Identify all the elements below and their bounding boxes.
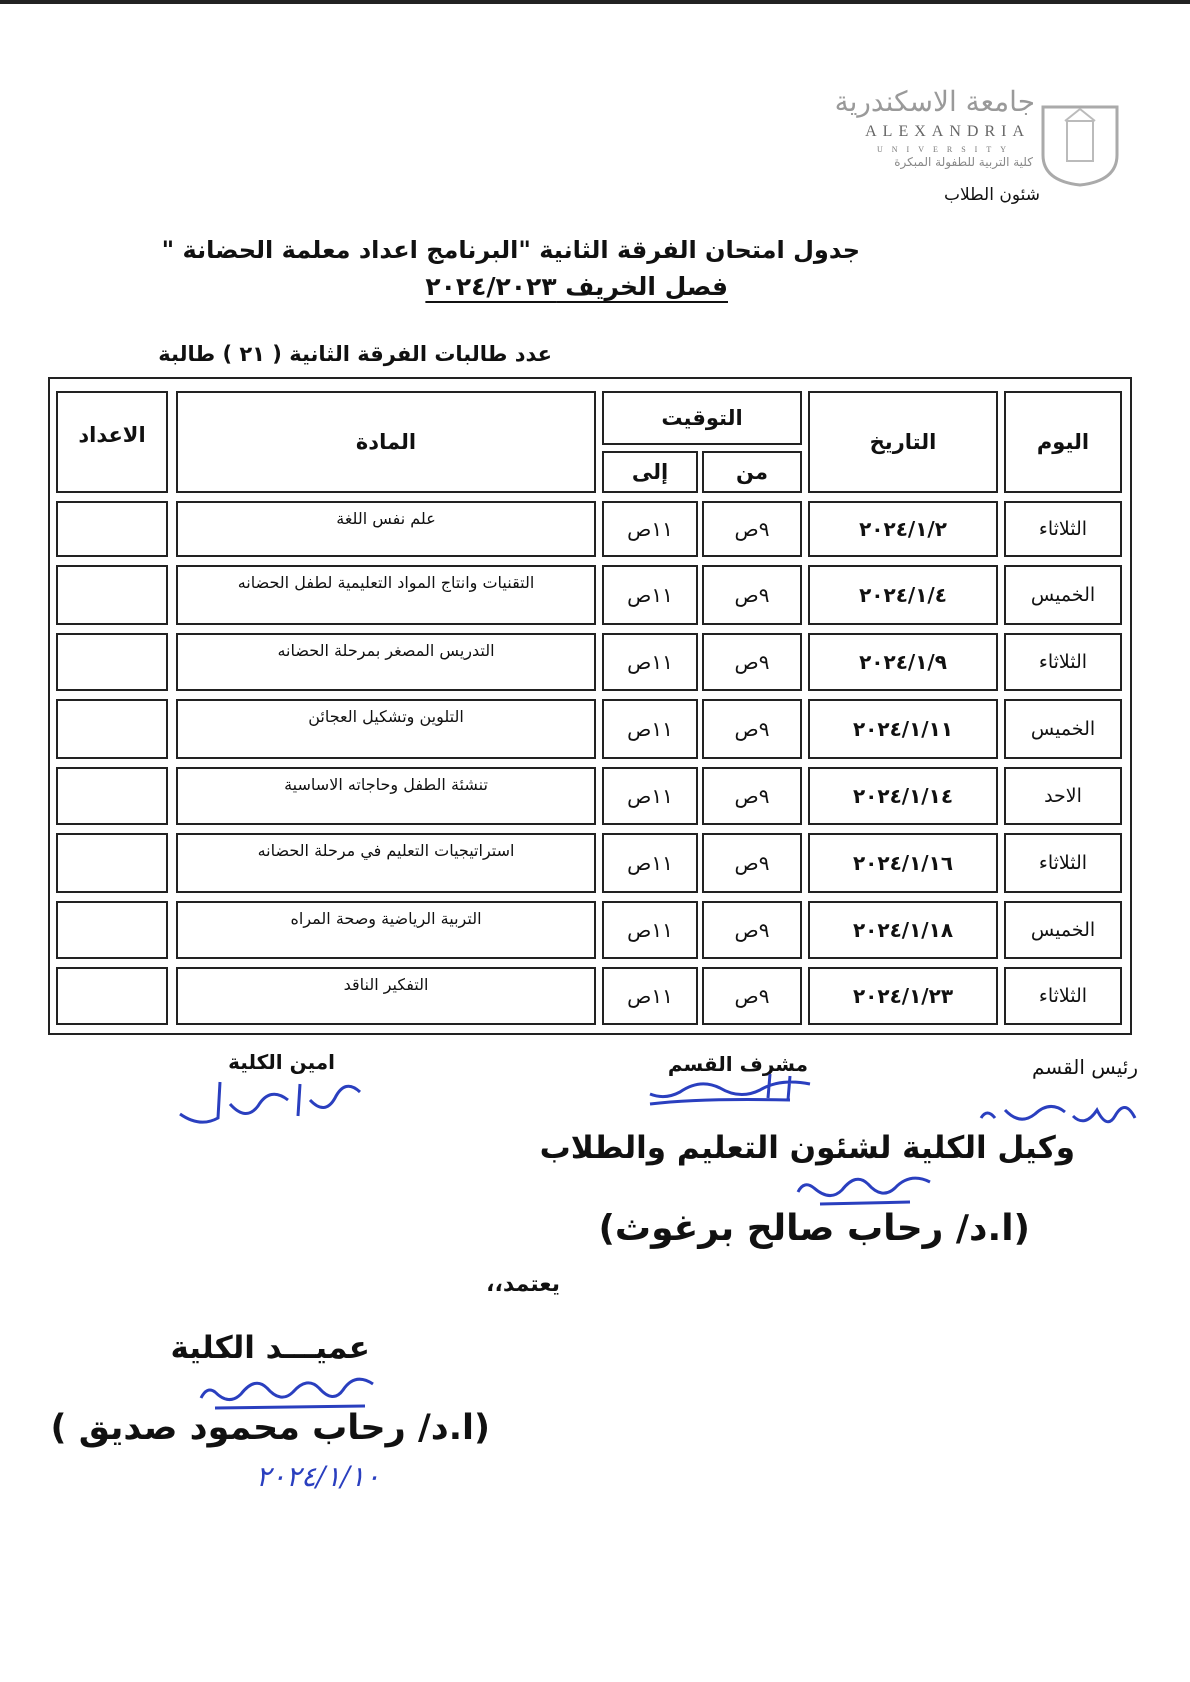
row-2-from: ٩ص — [702, 565, 802, 625]
row-2-subject: التقنيات وانتاج المواد التعليمية لطفل الحضانه — [176, 565, 596, 625]
row-6-day: الثلاثاء — [1004, 833, 1122, 893]
department-supervisor-label: مشرف القسم — [667, 1052, 808, 1076]
row-4-day: الخميس — [1004, 699, 1122, 759]
header-date: التاريخ — [808, 391, 998, 493]
row-2-date: ٢٠٢٤/١/٤ — [808, 565, 998, 625]
row-7-to: ١١ص — [602, 901, 698, 959]
row-2-day: الخميس — [1004, 565, 1122, 625]
university-name-en-sub: UNIVERSITY — [877, 145, 1015, 154]
row-1-subject: علم نفس اللغة — [176, 501, 596, 557]
dean-name: (ا.د/ رحاب محمود صديق ) — [50, 1408, 490, 1448]
row-5-day: الاحد — [1004, 767, 1122, 825]
header-to: إلى — [602, 451, 698, 493]
row-2-preparation — [56, 565, 168, 625]
row-7-from: ٩ص — [702, 901, 802, 959]
top-border — [0, 0, 1190, 4]
row-6-from: ٩ص — [702, 833, 802, 893]
university-name-ar: جامعة الاسكندرية — [834, 85, 1035, 118]
row-2-to: ١١ص — [602, 565, 698, 625]
row-1-from: ٩ص — [702, 501, 802, 557]
college-secretary-signature — [170, 1070, 370, 1135]
row-7-date: ٢٠٢٤/١/١٨ — [808, 901, 998, 959]
page-title: جدول امتحان الفرقة الثانية "البرنامج اعداد معلمة الحضانة " — [161, 236, 860, 264]
row-4-subject: التلوين وتشكيل العجائن — [176, 699, 596, 759]
row-1-preparation — [56, 501, 168, 557]
row-7-preparation — [56, 901, 168, 959]
row-3-from: ٩ص — [702, 633, 802, 691]
vice-dean-signature — [790, 1168, 940, 1208]
header-subject: المادة — [176, 391, 596, 493]
department-supervisor-signature — [640, 1070, 815, 1115]
approved-label: يعتمد،، — [486, 1272, 560, 1297]
exam-schedule-table — [48, 377, 1132, 1035]
row-3-date: ٢٠٢٤/١/٩ — [808, 633, 998, 691]
page-subtitle: فصل الخريف ٢٠٢٤/٢٠٢٣ — [425, 272, 728, 301]
row-8-subject: التفكير الناقد — [176, 967, 596, 1025]
dean-title: عميـــد الكلية — [170, 1330, 370, 1366]
row-8-from: ٩ص — [702, 967, 802, 1025]
row-1-day: الثلاثاء — [1004, 501, 1122, 557]
row-5-date: ٢٠٢٤/١/١٤ — [808, 767, 998, 825]
row-6-date: ٢٠٢٤/١/١٦ — [808, 833, 998, 893]
handwritten-date: ٢٠٢٤/١/١٠ — [255, 1460, 380, 1493]
row-3-subject: التدريس المصغر بمرحلة الحضانه — [176, 633, 596, 691]
faculty-name: كلية التربية للطفولة المبكرة — [894, 155, 1033, 169]
row-4-date: ٢٠٢٤/١/١١ — [808, 699, 998, 759]
row-5-to: ١١ص — [602, 767, 698, 825]
row-1-date: ٢٠٢٤/١/٢ — [808, 501, 998, 557]
row-3-preparation — [56, 633, 168, 691]
university-name-en: ALEXANDRIA — [865, 123, 1030, 140]
department-label: شئون الطلاب — [943, 185, 1040, 205]
row-5-preparation — [56, 767, 168, 825]
university-emblem-icon — [1035, 97, 1125, 187]
header-from: من — [702, 451, 802, 493]
head-of-department-label: رئيس القسم — [1031, 1055, 1138, 1079]
row-5-subject: تنشئة الطفل وحاجاته الاساسية — [176, 767, 596, 825]
row-7-subject: التربية الرياضية وصحة المراه — [176, 901, 596, 959]
row-1-to: ١١ص — [602, 501, 698, 557]
vice-dean-name: (ا.د/ رحاب صالح برغوث) — [598, 1208, 1030, 1249]
row-3-to: ١١ص — [602, 633, 698, 691]
row-6-to: ١١ص — [602, 833, 698, 893]
row-8-date: ٢٠٢٤/١/٢٣ — [808, 967, 998, 1025]
dean-signature — [195, 1368, 380, 1413]
header-day: اليوم — [1004, 391, 1122, 493]
row-6-preparation — [56, 833, 168, 893]
row-7-day: الخميس — [1004, 901, 1122, 959]
row-5-from: ٩ص — [702, 767, 802, 825]
row-3-day: الثلاثاء — [1004, 633, 1122, 691]
row-4-to: ١١ص — [602, 699, 698, 759]
college-secretary-label: امين الكلية — [228, 1050, 335, 1074]
students-count: عدد طالبات الفرقة الثانية ( ٢١ ) طالبة — [158, 342, 552, 366]
header-timing: التوقيت — [602, 391, 802, 445]
row-6-subject: استراتيجيات التعليم في مرحلة الحضانه — [176, 833, 596, 893]
header-preparation: الاعداد — [56, 391, 168, 493]
row-8-preparation — [56, 967, 168, 1025]
vice-dean-title: وكيل الكلية لشئون التعليم والطلاب — [539, 1130, 1075, 1166]
row-4-from: ٩ص — [702, 699, 802, 759]
row-8-to: ١١ص — [602, 967, 698, 1025]
row-8-day: الثلاثاء — [1004, 967, 1122, 1025]
row-4-preparation — [56, 699, 168, 759]
